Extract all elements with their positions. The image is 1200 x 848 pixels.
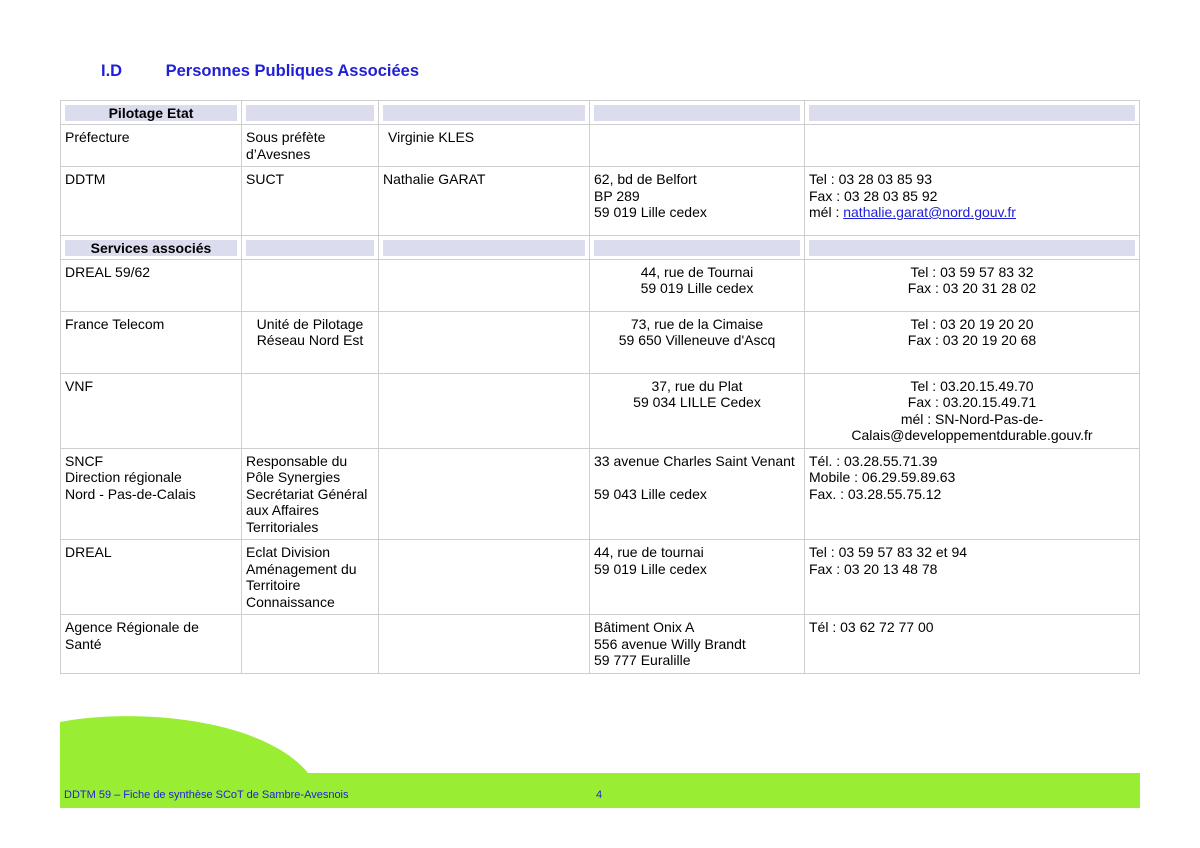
cell-contact	[378, 166, 589, 235]
cell-line: 59 019 Lille cedex	[640, 280, 754, 296]
cell-organisme	[60, 614, 241, 674]
cell-line: 44, rue de tournai	[594, 544, 704, 560]
cell-adresse	[589, 311, 804, 373]
section-header-row	[60, 100, 1140, 125]
section-header-bar	[383, 105, 585, 121]
cell-line: Réseau Nord Est	[256, 332, 364, 348]
cell-line: 556 avenue Willy Brandt	[594, 635, 746, 652]
contacts-table-body	[60, 100, 1140, 674]
cell-line: 37, rue du Plat	[651, 377, 743, 394]
cell-line: Virginie KLES	[388, 129, 475, 145]
cell-line: mél : SN-Nord-Pas-de-	[900, 410, 1044, 427]
cell-line: 73, rue de la Cimaise	[630, 315, 764, 332]
cell-line: Eclat Division	[246, 544, 331, 560]
cell-line: 62, bd de Belfort	[594, 171, 697, 187]
cell-line: France Telecom	[65, 315, 165, 332]
cell-coordonnees	[804, 448, 1140, 540]
cell-organisme	[60, 311, 241, 373]
cell-organisme	[60, 539, 241, 614]
cell-line: Calais@developpementdurable.gouv.fr	[851, 427, 1093, 443]
cell-line: Tel : 03.20.15.49.70	[910, 377, 1034, 394]
section-header-bar	[383, 240, 585, 256]
footer-page-number: 4	[596, 789, 603, 801]
section-header-cell	[589, 235, 804, 260]
cell-line: Tél. : 03.28.55.71.39	[809, 452, 938, 469]
table-row	[60, 373, 1140, 448]
section-heading	[101, 62, 419, 81]
cell-line: Mobile : 06.29.59.89.63	[809, 469, 956, 485]
cell-line: Fax. : 03.28.55.75.12	[809, 485, 942, 502]
cell-line: BP 289	[594, 187, 640, 204]
table-row	[60, 125, 1140, 166]
cell-coordonnees	[804, 311, 1140, 373]
cell-line: SNCF	[65, 452, 104, 469]
cell-line: Préfecture	[65, 129, 130, 145]
cell-line: 59 019 Lille cedex	[594, 560, 707, 577]
cell-line: 59 043 Lille cedex	[594, 485, 707, 502]
table-row	[60, 539, 1140, 614]
cell-organisme	[60, 125, 241, 166]
table-row	[60, 448, 1140, 540]
section-header-title: Pilotage Etat	[65, 105, 237, 121]
cell-coordonnees	[804, 166, 1140, 235]
cell-service	[241, 539, 378, 614]
cell-adresse	[589, 166, 804, 235]
cell-line: Fax : 03.20.15.49.71	[907, 394, 1037, 410]
section-header-cell	[241, 100, 378, 125]
cell-line: Unité de Pilotage	[256, 315, 364, 332]
cell-adresse	[589, 614, 804, 674]
cell-line: Territoire	[246, 577, 301, 593]
section-header-bar	[809, 105, 1135, 121]
cell-line: SUCT	[246, 171, 285, 187]
cell-service	[241, 125, 378, 166]
table-row	[60, 166, 1140, 235]
section-header-cell	[60, 100, 241, 125]
cell-adresse	[589, 539, 804, 614]
cell-line: Fax : 03 20 19 20 68	[907, 332, 1037, 348]
cell-coordonnees	[804, 125, 1140, 166]
cell-organisme	[60, 166, 241, 235]
section-header-cell	[378, 100, 589, 125]
cell-adresse	[589, 373, 804, 448]
cell-service	[241, 373, 378, 448]
cell-contact	[378, 448, 589, 540]
cell-service	[241, 260, 378, 311]
section-header-cell	[60, 235, 241, 260]
section-header-bar	[594, 105, 800, 121]
cell-line: Pôle Synergies	[246, 469, 341, 485]
cell-organisme	[60, 373, 241, 448]
section-header-title: Services associés	[65, 240, 237, 256]
cell-service	[241, 614, 378, 674]
cell-line: Aménagement du	[246, 560, 357, 577]
email-prefix: mél :	[809, 204, 844, 220]
cell-line: Tel : 03 20 19 20 20	[910, 315, 1034, 332]
cell-line: Tel : 03 59 57 83 32 et 94	[809, 544, 968, 560]
cell-line: DREAL 59/62	[65, 263, 151, 280]
cell-adresse	[589, 448, 804, 540]
table-row	[60, 311, 1140, 373]
cell-line: 59 019 Lille cedex	[594, 204, 707, 220]
cell-coordonnees	[804, 373, 1140, 448]
section-header-cell	[241, 235, 378, 260]
section-number: I.D	[101, 62, 123, 80]
cell-line: Agence Régionale de	[65, 619, 199, 635]
cell-line: Territoriales	[246, 518, 319, 535]
cell-line: Direction régionale	[65, 469, 182, 485]
cell-line: 59 777 Euralille	[594, 652, 691, 668]
cell-line: Nord - Pas-de-Calais	[65, 485, 196, 502]
cell-line: Fax : 03 20 13 48 78	[809, 560, 938, 577]
cell-line: VNF	[65, 377, 93, 394]
section-header-bar	[246, 105, 374, 121]
cell-organisme	[60, 448, 241, 540]
cell-line: Nathalie GARAT	[383, 171, 486, 187]
cell-line: Tel : 03 28 03 85 93	[809, 171, 932, 187]
cell-contact	[378, 373, 589, 448]
cell-line: Secrétariat Général	[246, 485, 368, 502]
cell-line: 33 avenue Charles Saint Venant	[594, 452, 795, 469]
cell-line: 59 650 Villeneuve d'Ascq	[618, 332, 776, 348]
cell-line: 59 034 LILLE Cedex	[633, 394, 761, 410]
table-row	[60, 260, 1140, 311]
cell-line: DREAL	[65, 544, 112, 560]
cell-coordonnees	[804, 614, 1140, 674]
cell-coordonnees	[804, 539, 1140, 614]
section-header-cell	[378, 235, 589, 260]
cell-line: aux Affaires	[246, 502, 319, 518]
section-header-bar	[594, 240, 800, 256]
cell-contact	[378, 260, 589, 311]
section-header-bar	[246, 240, 374, 256]
cell-line: Fax : 03 28 03 85 92	[809, 187, 938, 204]
cell-line: Tél : 03 62 72 77 00	[809, 619, 934, 635]
cell-line: Connaissance	[246, 593, 335, 610]
cell-coordonnees	[804, 260, 1140, 311]
cell-adresse	[589, 125, 804, 166]
cell-adresse	[589, 260, 804, 311]
cell-organisme	[60, 260, 241, 311]
cell-line: d’Avesnes	[246, 145, 311, 162]
cell-service	[241, 166, 378, 235]
section-header-cell	[589, 100, 804, 125]
section-header-bar	[809, 240, 1135, 256]
contacts-table	[60, 100, 1140, 674]
cell-contact	[378, 125, 589, 166]
cell-line: Fax : 03 20 31 28 02	[907, 280, 1037, 296]
cell-line: Sous préfète	[246, 129, 326, 145]
footer-document-title: DDTM 59 – Fiche de synthèse SCoT de Sambre-Avesnois	[64, 789, 349, 801]
cell-contact	[378, 614, 589, 674]
cell-line: Responsable du	[246, 452, 348, 469]
section-header-row	[60, 235, 1140, 260]
cell-service	[241, 448, 378, 540]
cell-line	[594, 469, 800, 486]
cell-contact	[378, 311, 589, 373]
cell-service	[241, 311, 378, 373]
cell-contact	[378, 539, 589, 614]
table-row	[60, 614, 1140, 674]
section-header-cell	[804, 100, 1140, 125]
email-link[interactable]: nathalie.garat@nord.gouv.fr	[843, 204, 1016, 220]
cell-line: Bâtiment Onix A	[594, 619, 695, 635]
cell-line: DDTM	[65, 171, 106, 187]
cell-line: Santé	[65, 635, 102, 652]
cell-line: Tel : 03 59 57 83 32	[910, 263, 1034, 280]
section-header-cell	[804, 235, 1140, 260]
cell-line: 44, rue de Tournai	[640, 263, 754, 280]
section-title: Personnes Publiques Associées	[165, 62, 419, 80]
email-line	[809, 204, 1135, 221]
